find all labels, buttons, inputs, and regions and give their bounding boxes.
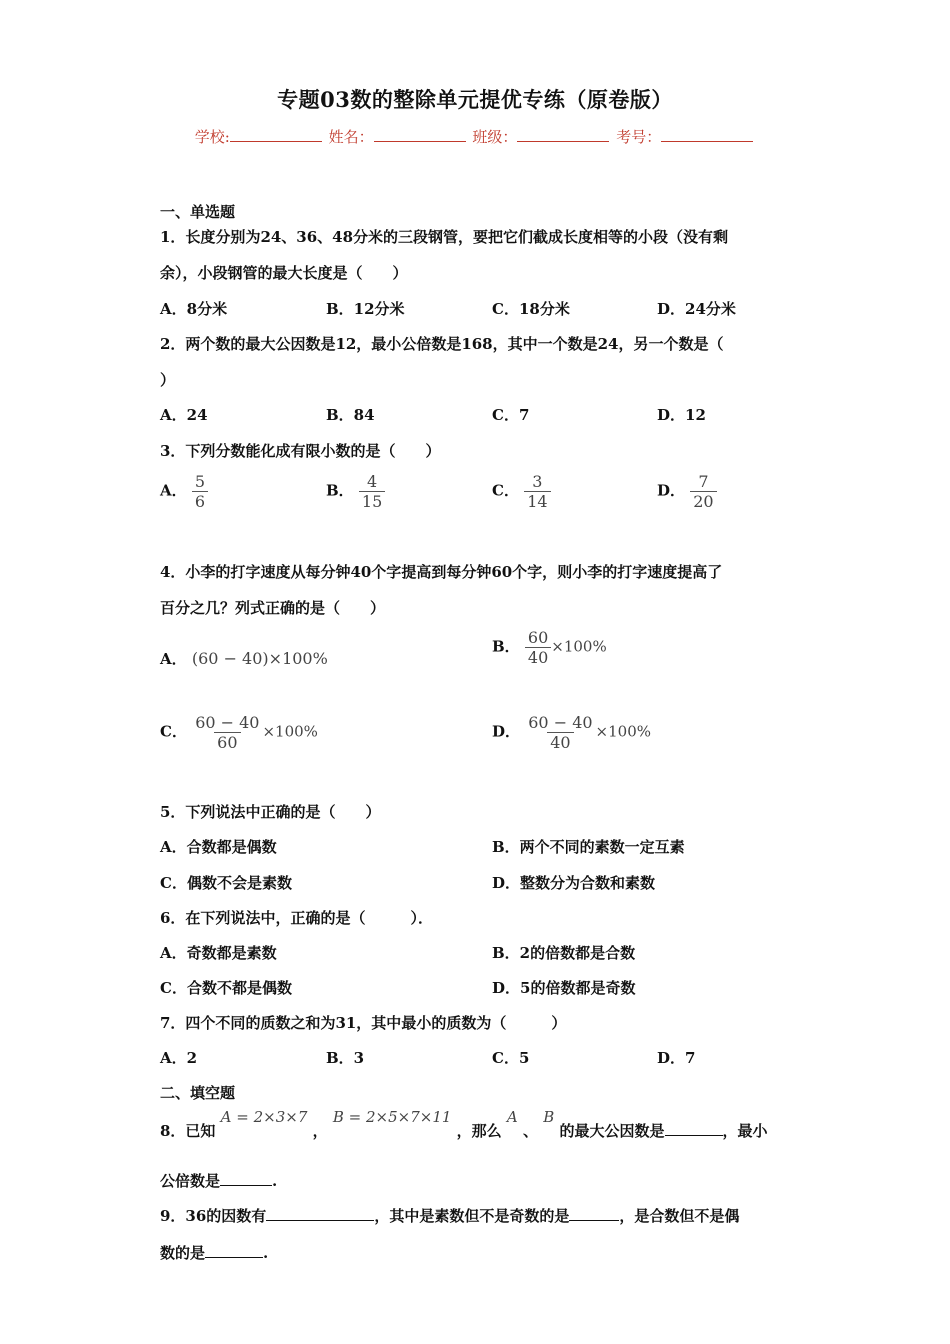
school-blank[interactable] xyxy=(230,127,322,142)
q7-option-c[interactable]: C．5 xyxy=(492,1049,530,1067)
q4-b-denominator: 40 xyxy=(525,647,551,667)
q4-option-d[interactable] xyxy=(492,713,651,752)
q9-pre: 9．36的因数有 xyxy=(160,1207,267,1225)
q6-option-a[interactable]: A．奇数都是素数 xyxy=(160,944,277,962)
q8-expr-b: B = 2×5×7×11 xyxy=(332,1108,452,1126)
q1-option-a[interactable]: A．8分米 xyxy=(160,300,228,318)
q2-line1: 2．两个数的最大公因数是12，最小公倍数是168，其中一个数是24，另一个数是（ xyxy=(160,335,724,353)
q3-option-c[interactable] xyxy=(492,472,551,511)
q3-c-denominator: 14 xyxy=(524,491,550,511)
q3-b-denominator: 15 xyxy=(359,491,385,511)
q9-line2 xyxy=(160,1242,268,1263)
q3-d-fraction xyxy=(690,472,716,511)
q4-b-numerator: 60 xyxy=(527,628,549,647)
q4-b-fraction xyxy=(525,628,551,667)
q4-d-denominator: 40 xyxy=(547,732,573,752)
q3-option-d[interactable] xyxy=(657,472,717,511)
q6-option-c[interactable]: C．合数不都是偶数 xyxy=(160,979,292,997)
q2-option-d[interactable]: D．12 xyxy=(657,406,706,424)
q8-var-b: B xyxy=(543,1108,555,1126)
q7-option-a[interactable]: A．2 xyxy=(160,1049,198,1067)
q8-blank-gcd[interactable] xyxy=(665,1121,723,1136)
q4-d-numerator: 60 − 40 xyxy=(528,713,593,732)
number-label: 考号： xyxy=(616,128,662,146)
q9-blank-prime-even[interactable] xyxy=(569,1206,619,1221)
q3-option-b[interactable] xyxy=(326,472,385,511)
name-label: 姓名： xyxy=(328,128,374,146)
q8-expr-a: A = 2×3×7 xyxy=(220,1108,308,1126)
q3-b-label: B． xyxy=(326,481,354,500)
q5-option-c[interactable]: C．偶数不会是素数 xyxy=(160,874,292,892)
q8-comma: ， xyxy=(312,1122,328,1140)
q4-d-label: D． xyxy=(492,722,521,741)
q6-option-b[interactable]: B．2的倍数都是合数 xyxy=(492,944,636,962)
q3-c-label: C． xyxy=(492,481,519,500)
q8-blank-lcm[interactable] xyxy=(220,1171,272,1186)
q8-line2-text: 公倍数是 xyxy=(160,1172,221,1190)
q3-d-denominator: 20 xyxy=(690,491,716,511)
q8-mid: ，那么 xyxy=(456,1122,502,1140)
q9-blank-composite-odd[interactable] xyxy=(205,1243,263,1258)
q3-a-numerator: 5 xyxy=(194,472,206,491)
q4-d-tail: ×100% xyxy=(595,722,651,741)
section-fill-blank: 二、填空题 xyxy=(160,1084,236,1102)
school-label: 学校: xyxy=(194,128,230,146)
q8-line1 xyxy=(160,1108,768,1141)
q4-c-fraction xyxy=(192,713,262,752)
q3-a-label: A． xyxy=(160,481,187,500)
q1-line2: 余），小段钢管的最大长度是（ ） xyxy=(160,264,408,282)
q3-d-numerator: 7 xyxy=(698,472,709,491)
q3-c-numerator: 3 xyxy=(532,472,543,491)
name-blank[interactable] xyxy=(374,127,466,142)
q4-option-b[interactable] xyxy=(492,628,607,667)
q8-var-a: A xyxy=(506,1108,518,1126)
q8-post: 的最大公因数是 xyxy=(559,1122,665,1140)
page-title: 专题03数的整除单元提优专练（原卷版） xyxy=(277,87,673,112)
q4-b-label: B． xyxy=(492,637,520,656)
q3-c-fraction xyxy=(524,472,550,511)
q4-line1: 4．小李的打字速度从每分钟40个字提高到每分钟60个字，则小李的打字速度提高了 xyxy=(160,563,723,581)
q4-c-numerator: 60 − 40 xyxy=(195,713,260,732)
q2-option-a[interactable]: A．24 xyxy=(160,406,208,424)
q8-pre: 8．已知 xyxy=(160,1122,216,1140)
number-blank[interactable] xyxy=(661,127,753,142)
q4-b-tail: ×100% xyxy=(551,637,607,656)
q3-line1: 3．下列分数能化成有限小数的是（ ） xyxy=(160,442,441,460)
q9-mid1: ，其中是素数但不是奇数的是 xyxy=(374,1207,570,1225)
q5-option-b[interactable]: B．两个不同的素数一定互素 xyxy=(492,838,685,856)
q5-option-a[interactable]: A．合数都是偶数 xyxy=(160,838,277,856)
q5-line1: 5．下列说法中正确的是（ ） xyxy=(160,803,381,821)
q4-a-expression: (60 − 40)×100% xyxy=(191,649,328,668)
q2-option-c[interactable]: C．7 xyxy=(492,406,530,424)
student-info-line xyxy=(0,126,950,147)
q8-line2 xyxy=(160,1170,277,1191)
q2-option-b[interactable]: B．84 xyxy=(326,406,375,424)
section-single-choice: 一、单选题 xyxy=(160,203,236,221)
q4-option-a[interactable] xyxy=(160,648,328,669)
q4-c-tail: ×100% xyxy=(262,722,318,741)
q3-b-numerator: 4 xyxy=(367,472,378,491)
q3-option-a[interactable] xyxy=(160,472,208,511)
q7-option-d[interactable]: D．7 xyxy=(657,1049,696,1067)
q4-c-label: C． xyxy=(160,722,187,741)
q1-option-c[interactable]: C．18分米 xyxy=(492,300,570,318)
q4-a-label: A． xyxy=(160,650,187,668)
class-label: 班级： xyxy=(472,128,518,146)
q7-option-b[interactable]: B．3 xyxy=(326,1049,365,1067)
q1-line1: 1．长度分别为24、36、48分米的三段钢管，要把它们截成长度相等的小段（没有剩 xyxy=(160,228,729,246)
q1-option-b[interactable]: B．12分米 xyxy=(326,300,405,318)
q3-d-label: D． xyxy=(657,481,686,500)
q6-option-d[interactable]: D．5的倍数都是奇数 xyxy=(492,979,636,997)
class-blank[interactable] xyxy=(517,127,609,142)
q1-option-d[interactable]: D．24分米 xyxy=(657,300,736,318)
q2-line2: ） xyxy=(160,371,176,389)
q9-line1 xyxy=(160,1205,739,1226)
q3-b-fraction xyxy=(359,472,385,511)
q9-line2-text: 数的是 xyxy=(160,1244,206,1262)
q6-line1: 6．在下列说法中，正确的是（ ）． xyxy=(160,909,433,927)
q4-c-denominator: 60 xyxy=(214,732,240,752)
q7-line1: 7．四个不同的质数之和为31，其中最小的质数为（ ） xyxy=(160,1014,567,1032)
q8-post2: ，最小 xyxy=(722,1122,768,1140)
q4-option-c[interactable] xyxy=(160,713,318,752)
q9-blank-factors[interactable] xyxy=(266,1206,374,1221)
q8-end: . xyxy=(272,1172,278,1190)
q4-d-fraction xyxy=(525,713,595,752)
q9-end: . xyxy=(263,1244,269,1262)
q9-mid2: ，是合数但不是偶 xyxy=(619,1207,740,1225)
q5-option-d[interactable]: D．整数分为合数和素数 xyxy=(492,874,656,892)
q4-line2: 百分之几？列式正确的是（ ） xyxy=(160,599,386,617)
q3-a-denominator: 6 xyxy=(192,491,208,511)
q3-a-fraction xyxy=(192,472,208,511)
q8-sep: 、 xyxy=(523,1122,539,1140)
